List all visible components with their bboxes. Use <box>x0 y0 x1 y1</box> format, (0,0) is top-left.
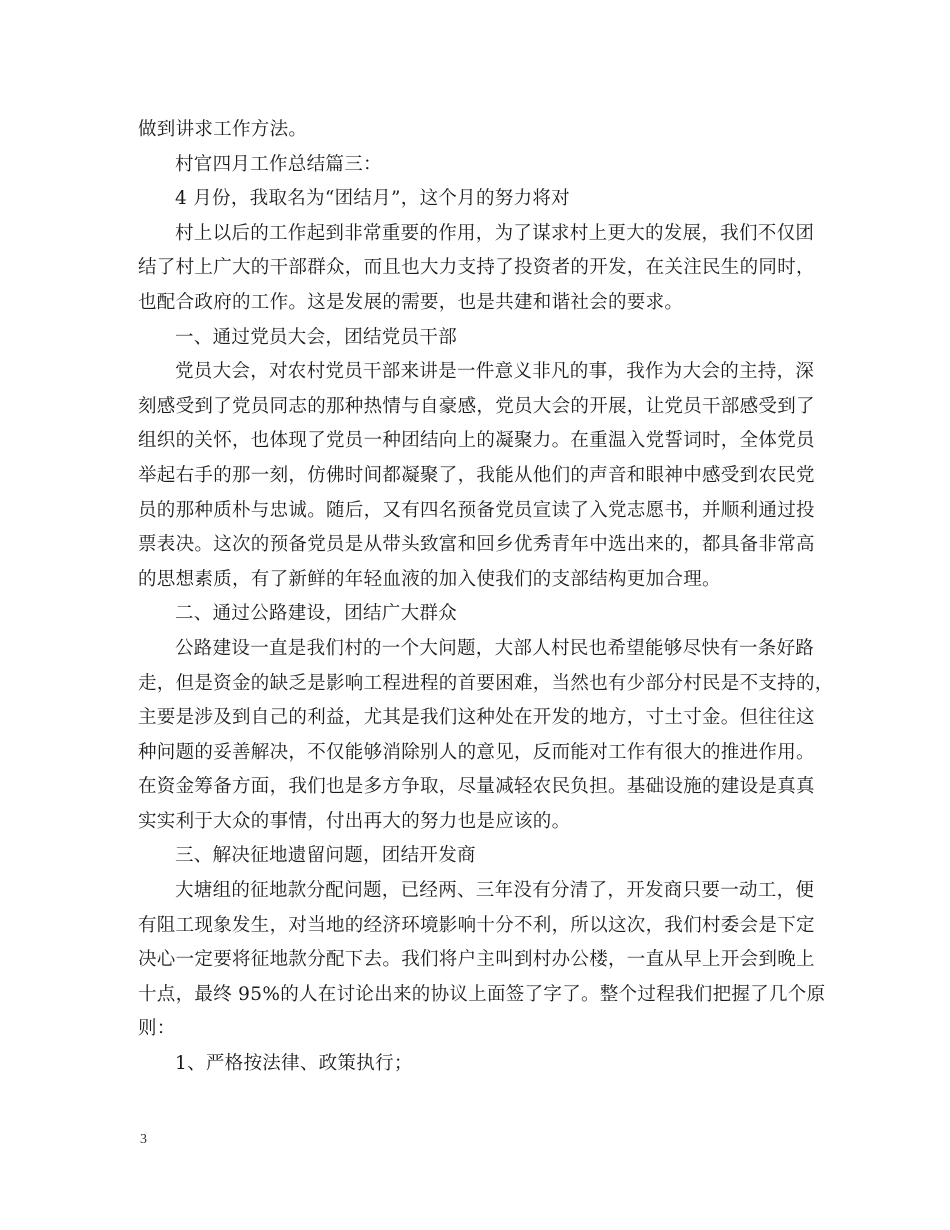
text-line: 党员大会，对农村党员干部来讲是一件意义非凡的事，我作为大会的主持，深 <box>175 361 815 383</box>
text-line: 则： <box>138 1018 176 1040</box>
text-line: 种问题的妥善解决，不仅能够消除别人的意见，反而能对工作有很大的推进作用。 <box>138 741 815 763</box>
text-line: 决心一定要将征地款分配下去。我们将户主叫到村办公楼，一直从早上开会到晚上 <box>138 949 815 971</box>
text-line: 结了村上广大的干部群众，而且也大力支持了投资者的开发，在关注民生的同时， <box>138 257 815 279</box>
text-line: 村上以后的工作起到非常重要的作用，为了谋求村上更大的发展，我们不仅团 <box>175 222 815 244</box>
text-line: 刻感受到了党员同志的那种热情与自豪感，党员大会的开展，让党员干部感受到了 <box>138 395 815 417</box>
text-line: 十点，最终 95%的人在讨论出来的协议上面签了字了。整个过程我们把握了几个原 <box>138 983 826 1005</box>
text-line: 二、通过公路建设，团结广大群众 <box>175 603 458 625</box>
text-line: 一、通过党员大会，团结党员干部 <box>175 326 458 348</box>
text-line: 的思想素质，有了新鲜的年轻血液的加入使我们的支部结构更加合理。 <box>138 568 721 590</box>
text-line: 走，但是资金的缺乏是影响工程进程的首要困难，当然也有少部分村民是不支持的， <box>138 672 834 694</box>
text-line: 1、严格按法律、政策执行； <box>175 1053 413 1075</box>
text-line: 有阻工现象发生，对当地的经济环境影响十分不利，所以这次，我们村委会是下定 <box>138 914 815 936</box>
page-number: 3 <box>140 1132 147 1147</box>
text-line: 组织的关怀，也体现了党员一种团结向上的凝聚力。在重温入党誓词时，全体党员 <box>138 430 815 452</box>
text-line: 举起右手的那一刻，仿佛时间都凝聚了，我能从他们的声音和眼神中感受到农民党 <box>138 464 815 486</box>
text-line: 也配合政府的工作。这是发展的需要，也是共建和谐社会的要求。 <box>138 291 684 313</box>
text-line: 村官四月工作总结篇三： <box>175 153 382 175</box>
text-line: 三、解决征地遗留问题，团结开发商 <box>175 845 476 867</box>
text-line: 公路建设一直是我们村的一个大问题，大部人村民也希望能够尽快有一条好路 <box>175 637 815 659</box>
text-line: 大塘组的征地款分配问题，已经两、三年没有分清了，开发商只要一动工，便 <box>175 880 815 902</box>
text-line: 主要是涉及到自己的利益，尤其是我们这种处在开发的地方，寸土寸金。但往往这 <box>138 707 815 729</box>
text-line: 员的那种质朴与忠诚。随后，又有四名预备党员宣读了入党志愿书，并顺利通过投 <box>138 499 815 521</box>
text-line: 4 月份，我取名为“团结月”，这个月的努力将对 <box>175 188 570 210</box>
text-line: 做到讲求工作方法。 <box>138 119 308 140</box>
text-line: 实实利于大众的事情，付出再大的努力也是应该的。 <box>138 810 571 832</box>
text-line: 在资金筹备方面，我们也是多方争取，尽量减轻农民负担。基础设施的建设是真真 <box>138 776 815 798</box>
text-line: 票表决。这次的预备党员是从带头致富和回乡优秀青年中选出来的，都具备非常高 <box>138 534 815 556</box>
document-body <box>138 113 834 1082</box>
